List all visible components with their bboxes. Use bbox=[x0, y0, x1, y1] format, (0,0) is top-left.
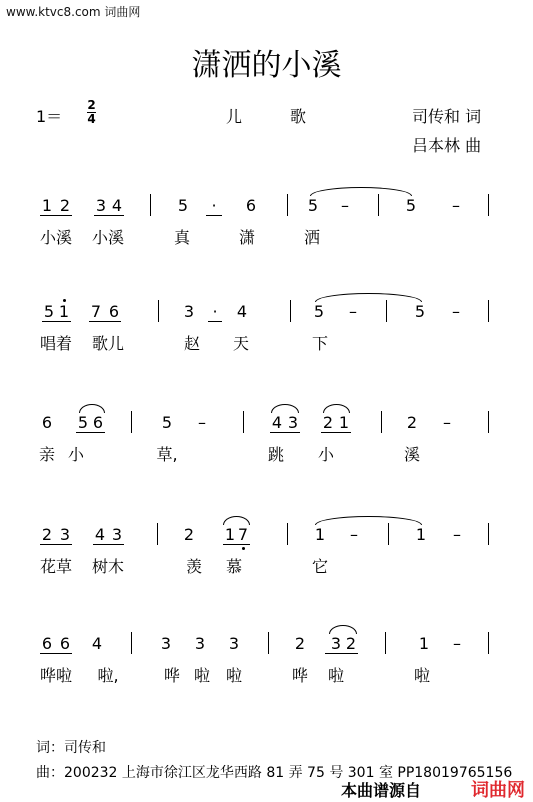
lyric: 哗啦 bbox=[39, 666, 73, 685]
note: 6 bbox=[59, 634, 71, 653]
lyric: 真 bbox=[173, 228, 191, 247]
composer: 吕本林 曲 bbox=[412, 136, 482, 155]
beam-underline bbox=[89, 321, 121, 322]
note: – bbox=[453, 634, 461, 653]
barline bbox=[150, 194, 151, 216]
barline bbox=[488, 300, 489, 322]
note: 5 bbox=[414, 302, 426, 321]
note: 2 bbox=[183, 525, 195, 544]
note: 6 bbox=[41, 634, 53, 653]
note: 1 bbox=[224, 525, 236, 544]
barline bbox=[388, 523, 389, 545]
song-title: 潇洒的小溪 bbox=[191, 48, 342, 83]
note: 1 bbox=[314, 525, 326, 544]
lyric: 亲 bbox=[38, 445, 56, 464]
beam-underline bbox=[206, 215, 222, 216]
footer-lyricist: 词：司传和 bbox=[36, 740, 106, 756]
note: · bbox=[212, 302, 218, 321]
source-label: 本曲谱源自 bbox=[340, 781, 421, 800]
beam-underline bbox=[93, 544, 124, 545]
note: 1 bbox=[41, 196, 53, 215]
note: 5 bbox=[177, 196, 189, 215]
note: 2 bbox=[41, 525, 53, 544]
tie-slur bbox=[271, 404, 299, 413]
beam-underline bbox=[40, 653, 72, 654]
beam-underline bbox=[76, 432, 105, 433]
note: – bbox=[452, 302, 460, 321]
lyric: 唱着 bbox=[39, 334, 73, 353]
lyric: 下 bbox=[311, 334, 329, 353]
time-signature bbox=[87, 100, 96, 125]
note: 3 bbox=[183, 302, 195, 321]
note: – bbox=[452, 196, 460, 215]
note: 1 bbox=[418, 634, 430, 653]
tie-slur bbox=[315, 516, 422, 525]
tie-slur bbox=[329, 625, 357, 634]
note: 3 bbox=[330, 634, 342, 653]
time-signature-bottom: 4 bbox=[87, 112, 96, 126]
tie-slur bbox=[79, 404, 105, 413]
note: 5 bbox=[313, 302, 325, 321]
beam-underline bbox=[94, 215, 124, 216]
key-signature: 1＝ bbox=[36, 107, 63, 126]
barline bbox=[488, 194, 489, 216]
note: – bbox=[453, 525, 461, 544]
barline bbox=[488, 523, 489, 545]
note: 5 bbox=[405, 196, 417, 215]
barline bbox=[378, 194, 379, 216]
lyric: 洒 bbox=[303, 228, 321, 247]
tie-slur bbox=[323, 404, 350, 413]
lyric: 哗 bbox=[291, 666, 309, 685]
note: 1 bbox=[338, 413, 350, 432]
lyric: 花草 bbox=[39, 557, 73, 576]
note: 4 bbox=[271, 413, 283, 432]
beam-underline bbox=[223, 544, 250, 545]
barline bbox=[385, 632, 386, 654]
lyric: 啦 bbox=[327, 666, 345, 685]
beam-underline bbox=[321, 432, 351, 433]
lyric: 潇 bbox=[238, 228, 256, 247]
watermark: www.ktvc8.com 词曲网 bbox=[6, 5, 141, 19]
note: 6 bbox=[245, 196, 257, 215]
note: 2 bbox=[406, 413, 418, 432]
note: 3 bbox=[59, 525, 71, 544]
note: 2 bbox=[322, 413, 334, 432]
note: 5 bbox=[161, 413, 173, 432]
note: 3 bbox=[160, 634, 172, 653]
lyric: 啦 bbox=[225, 666, 243, 685]
barline bbox=[287, 194, 288, 216]
note: 3 bbox=[228, 634, 240, 653]
barline bbox=[131, 411, 132, 433]
barline bbox=[158, 300, 159, 322]
barline bbox=[287, 523, 288, 545]
barline bbox=[386, 300, 387, 322]
note: 3 bbox=[194, 634, 206, 653]
barline bbox=[381, 411, 382, 433]
barline bbox=[488, 411, 489, 433]
note: 4 bbox=[91, 634, 103, 653]
lyric: 小溪 bbox=[91, 228, 125, 247]
note: – bbox=[349, 302, 357, 321]
note: – bbox=[443, 413, 451, 432]
note: 1 bbox=[58, 302, 70, 321]
footer-composer: 曲：200232 上海市徐江区龙华西路 81 弄 75 号 301 室 PP18019765156 bbox=[36, 765, 513, 781]
brand-logo: 词曲网 bbox=[471, 780, 525, 801]
lyric: 啦, bbox=[97, 666, 119, 685]
note: 5 bbox=[43, 302, 55, 321]
beam-underline bbox=[40, 544, 72, 545]
note: 3 bbox=[287, 413, 299, 432]
lyric: 小 bbox=[317, 445, 335, 464]
time-signature-top: 2 bbox=[87, 98, 96, 112]
tie-slur bbox=[315, 293, 422, 302]
lyricist: 司传和 词 bbox=[412, 107, 482, 126]
lyric: 小 bbox=[67, 445, 85, 464]
barline bbox=[290, 300, 291, 322]
lyric: 歌儿 bbox=[91, 334, 125, 353]
beam-underline bbox=[42, 321, 71, 322]
note: 5 bbox=[77, 413, 89, 432]
note: 5 bbox=[307, 196, 319, 215]
note: · bbox=[211, 196, 217, 215]
lyric: 慕 bbox=[225, 557, 243, 576]
tie-slur bbox=[310, 187, 412, 196]
lyric: 赵 bbox=[183, 334, 201, 353]
note: – bbox=[350, 525, 358, 544]
note: – bbox=[198, 413, 206, 432]
note: 6 bbox=[92, 413, 104, 432]
note: 3 bbox=[95, 196, 107, 215]
octave-dot-low bbox=[242, 547, 245, 550]
note: 2 bbox=[345, 634, 357, 653]
lyric: 啦 bbox=[413, 666, 431, 685]
note: 4 bbox=[94, 525, 106, 544]
barline bbox=[131, 632, 132, 654]
lyric: 草, bbox=[156, 445, 178, 464]
lyric: 小溪 bbox=[39, 228, 73, 247]
tie-slur bbox=[223, 516, 250, 525]
note: 6 bbox=[41, 413, 53, 432]
lyric: 跳 bbox=[267, 445, 285, 464]
note: 2 bbox=[294, 634, 306, 653]
note: 7 bbox=[237, 525, 249, 544]
barline bbox=[243, 411, 244, 433]
note: 4 bbox=[236, 302, 248, 321]
barline bbox=[488, 632, 489, 654]
lyric: 它 bbox=[311, 557, 329, 576]
lyric: 树木 bbox=[91, 557, 125, 576]
lyric: 溪 bbox=[403, 445, 421, 464]
beam-underline bbox=[208, 321, 222, 322]
lyric: 啦 bbox=[193, 666, 211, 685]
note: 6 bbox=[108, 302, 120, 321]
note: 7 bbox=[90, 302, 102, 321]
note: – bbox=[341, 196, 349, 215]
barline bbox=[157, 523, 158, 545]
lyric: 天 bbox=[232, 334, 250, 353]
note: 1 bbox=[415, 525, 427, 544]
beam-underline bbox=[40, 215, 72, 216]
note: 3 bbox=[111, 525, 123, 544]
beam-underline bbox=[325, 653, 358, 654]
octave-dot-high bbox=[63, 299, 66, 302]
note: 2 bbox=[59, 196, 71, 215]
beam-underline bbox=[270, 432, 300, 433]
lyric: 哗 bbox=[163, 666, 181, 685]
genre: 儿歌 bbox=[226, 107, 355, 126]
note: 4 bbox=[111, 196, 123, 215]
lyric: 羡 bbox=[185, 557, 203, 576]
barline bbox=[268, 632, 269, 654]
